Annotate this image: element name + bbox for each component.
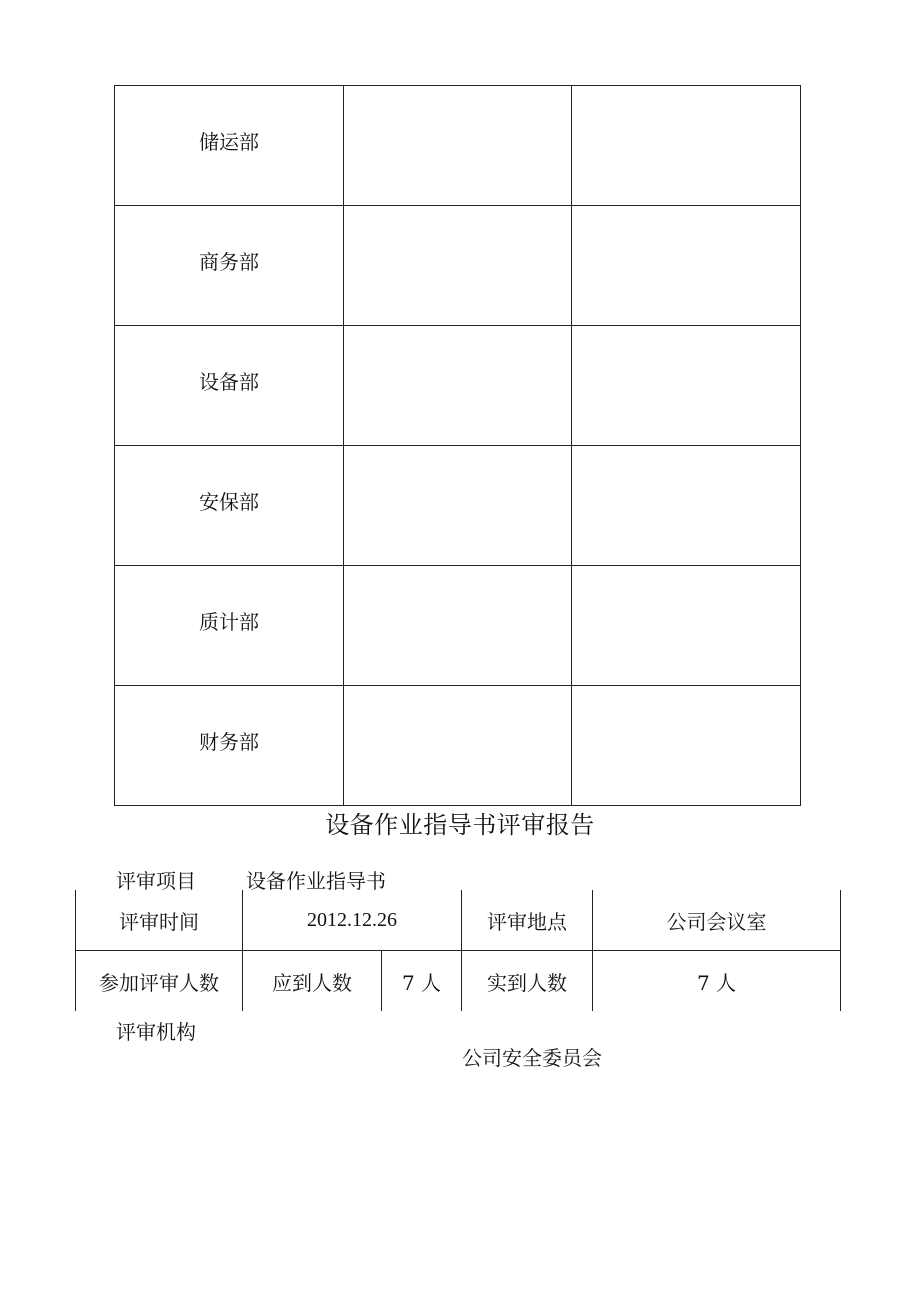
empty-cell: [572, 326, 801, 446]
table-row: [115, 446, 801, 566]
department-name: 设备部: [115, 326, 344, 446]
empty-cell: [572, 446, 801, 566]
participants-label: 参加评审人数: [76, 951, 243, 1012]
actual-count-label: 实到人数: [462, 951, 593, 1012]
empty-cell: [344, 566, 572, 686]
empty-cell: [572, 86, 801, 206]
review-time-value: 2012.12.26: [243, 890, 462, 951]
table-row: [115, 206, 801, 326]
empty-cell: [572, 686, 801, 806]
table-row: [76, 951, 841, 1012]
expected-count-label: 应到人数: [243, 951, 382, 1012]
empty-cell: [344, 326, 572, 446]
review-org-label: 评审机构: [116, 1020, 196, 1044]
table-row: [115, 86, 801, 206]
table-row: [115, 566, 801, 686]
project-value: 设备作业指导书: [246, 869, 386, 893]
department-name: 质计部: [115, 566, 344, 686]
table-row: [115, 326, 801, 446]
table-row: [115, 686, 801, 806]
project-label: 评审项目: [116, 869, 196, 893]
empty-cell: [572, 566, 801, 686]
review-org-value: 公司安全委员会: [462, 1046, 602, 1070]
review-location-label: 评审地点: [462, 890, 593, 951]
empty-cell: [344, 206, 572, 326]
expected-count-value: 7 人: [382, 951, 462, 1012]
empty-cell: [572, 206, 801, 326]
department-name: 商务部: [115, 206, 344, 326]
department-table: [114, 85, 801, 806]
department-name: 储运部: [115, 86, 344, 206]
table-row: [76, 890, 841, 951]
department-name: 财务部: [115, 686, 344, 806]
review-info-table: [75, 890, 841, 1011]
report-title: 设备作业指导书评审报告: [325, 811, 595, 839]
empty-cell: [344, 446, 572, 566]
empty-cell: [344, 686, 572, 806]
review-time-label: 评审时间: [76, 890, 243, 951]
department-name: 安保部: [115, 446, 344, 566]
actual-count-value: 7 人: [593, 951, 841, 1012]
empty-cell: [344, 86, 572, 206]
review-location-value: 公司会议室: [593, 890, 841, 951]
